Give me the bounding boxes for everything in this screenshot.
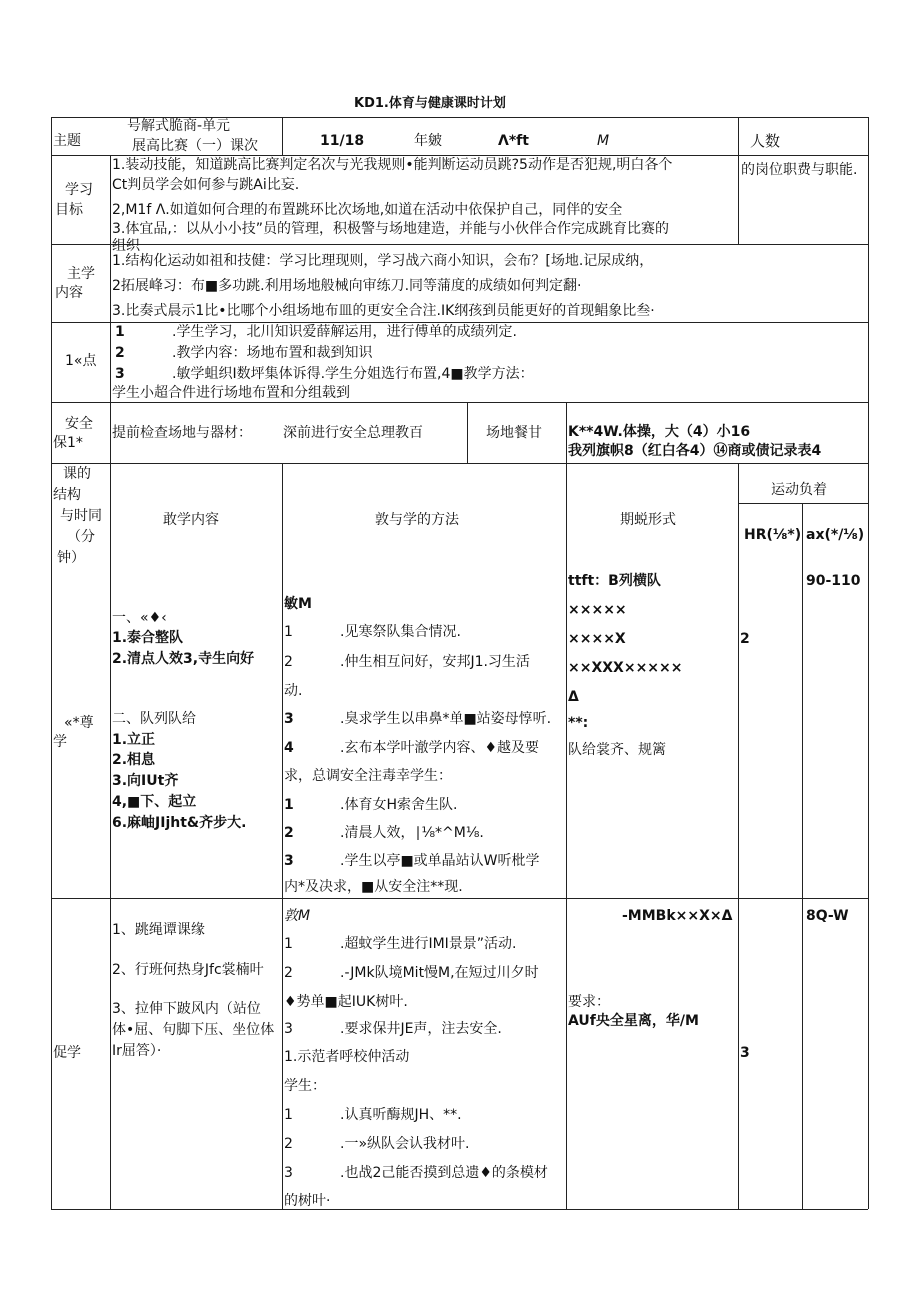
method-num: 1	[284, 797, 294, 813]
page-title: KD1.体育与健康课时计划	[354, 96, 506, 111]
method-header: 敦与学的方法	[375, 512, 459, 528]
method-text: .要求保井JE声，注去安全.	[340, 1021, 502, 1037]
structure-header: （分	[67, 529, 95, 545]
goals-label-2: 目标	[55, 202, 83, 218]
method-num: 1	[284, 936, 293, 952]
list-item: 4,■下、起立	[112, 794, 197, 810]
people-label: 人数	[750, 132, 781, 150]
method-text: .一»纵队会认我材叶.	[340, 1136, 470, 1152]
method-num: 4	[284, 740, 294, 756]
venue-equipment: 我列旗帜8（红白各4）⑭商或债记录表4	[568, 443, 822, 459]
grade-label: 年皴	[414, 133, 442, 149]
form-line: AUf央全星离，华/M	[568, 1013, 699, 1029]
method-text: 的树叶·	[284, 1193, 331, 1209]
form-line: 队给裳齐、规篱	[568, 742, 666, 758]
content-line: 3.比奏式晨示1比•比哪个小组场地布皿的更安全合注.IK纲孩到员能更好的首现鲳象比叁·	[112, 303, 655, 319]
form-line: ××××X	[568, 631, 626, 647]
method-num: 1	[284, 624, 293, 640]
form-line: ××XXX×××××	[568, 660, 683, 676]
method-num: 3	[284, 1021, 293, 1037]
method-text: 内*及决求，■从安全注**现.	[284, 879, 463, 895]
form-line: -MMBk××X×Δ	[622, 908, 733, 924]
method-num: 2	[284, 1136, 293, 1152]
section-label-2: 学	[53, 734, 67, 750]
structure-header: 课的	[63, 466, 91, 482]
method-text: .仲生相互问好，安邦J1.习生活	[340, 654, 530, 670]
method-text: ♦势单■起IUK树叶.	[284, 994, 408, 1010]
topic-label: 主题	[53, 133, 81, 149]
ax-header: ax(*/⅛)	[806, 527, 865, 543]
lesson-number: 11/18	[320, 133, 365, 149]
content-label-2: 内容	[55, 285, 83, 301]
method-text: .超蚊学生进行IMI景景”活动.	[340, 936, 517, 952]
kp-text: .敏学蛆织I数坪集体诉得.学生分姐选行布置,4■教学方法：	[172, 366, 534, 382]
method-num: 3	[284, 853, 294, 869]
method-num: 2	[284, 825, 294, 841]
method-text: 求，总调安全注毒幸学生：	[284, 768, 452, 784]
list-item: 6.麻岫JIjht&齐步大.	[112, 815, 247, 831]
kp-num: 3	[115, 366, 125, 382]
class-value: M	[597, 133, 610, 149]
hr-header: HR(⅛*)	[744, 527, 802, 543]
method-text: .清晨人效，∣⅛*^M⅛.	[340, 825, 484, 841]
venue-label: 场地餐甘	[486, 425, 542, 441]
goal-line: 3.体宜品,：以从小小技”员的管理，积极警与场地建造，并能与小伙伴合作完成跳育比赛的	[112, 221, 670, 237]
kp-text: .学生学习，北川知识爱薛解运用，进行傅单的成绩列定.	[172, 324, 517, 340]
list-item: 1.泰合整队	[112, 630, 184, 646]
method-text: .体育女H索舍生队.	[340, 797, 458, 813]
hr-value: 8Q-W	[806, 908, 849, 924]
goal-line: 1.装动技能，知道跳高比赛判定名次与光我规则•能判断运动员跳?5动作是否犯规,明白各个	[112, 157, 673, 173]
safety-check: 提前检查场地与器材：	[112, 425, 252, 441]
keypoints-label: 1«点	[65, 353, 97, 369]
form-line: 要求：	[568, 994, 610, 1010]
section-label: 促学	[53, 1045, 81, 1061]
goal-line-cont: 的岗位职费与职能.	[741, 162, 858, 178]
form-header: 期蜕形式	[620, 512, 676, 528]
method-text: .玄布本学叶澈学内容、♦越及要	[340, 740, 540, 756]
method-text: .见寒祭队集合情况.	[340, 624, 461, 640]
method-head: 敦M	[284, 908, 311, 924]
form-line: **:	[568, 715, 589, 731]
list-item: 1、跳绳谭课缘	[112, 922, 205, 938]
topic-value-cont: 展高比赛（一）课次	[132, 138, 258, 154]
time-value: 2	[740, 631, 750, 647]
topic-value: 号解式脆商-单元	[127, 118, 231, 134]
list-item: 二、队列队给	[112, 711, 196, 727]
method-num: 1	[284, 1107, 293, 1123]
method-head: 敏M	[284, 596, 312, 612]
kp-num: 2	[115, 345, 125, 361]
method-text: 学生：	[284, 1078, 326, 1094]
structure-header: 钟）	[57, 550, 85, 566]
list-item: 2.相息	[112, 752, 156, 768]
list-item: Ir屈答）·	[112, 1043, 162, 1059]
kp-text: .教学内容：场地布置和裁到知识	[172, 345, 373, 361]
list-item: 1.立正	[112, 732, 156, 748]
content-header: 敢学内容	[163, 512, 219, 528]
list-item: 2、行班何热身Jfc裳楠叶	[112, 962, 264, 978]
structure-header: 结构	[53, 487, 81, 503]
safety-label: 安全	[65, 416, 93, 432]
content-label: 主学	[67, 266, 95, 282]
content-line: 2拓展峰习：布■多功跳.利用场地般械向审练刀.同等蒲度的成绩如何判定翻·	[112, 278, 582, 294]
venue-equipment: K**4W.体操，大（4）小16	[568, 424, 751, 440]
content-line: 1.结构化运动如祖和技健：学习比理现则，学习战六商小知识，会布？[场地.记尿成纳，	[112, 253, 654, 269]
method-text: .认真听酶规JH、**.	[340, 1107, 462, 1123]
method-text: .-JMk队境Mit慢M,在短过川夕时	[340, 965, 539, 981]
form-line: Δ	[568, 689, 579, 705]
method-text: 1.示范者呼校仲活动	[284, 1049, 410, 1065]
kp-text: 学生小超合件进行场地布置和分组载到	[112, 385, 350, 401]
list-item: 体•屈、句脚下压、坐位体	[112, 1022, 275, 1038]
load-header: 运动负着	[771, 482, 827, 498]
method-text: 动.	[284, 683, 303, 699]
goal-line: 组织	[112, 238, 140, 254]
list-item: 2.清点人效3,寺生向好	[112, 651, 255, 667]
list-item: 3.向IUt齐	[112, 773, 179, 789]
form-line: ttft：B列横队	[568, 573, 661, 589]
kp-num: 1	[115, 324, 125, 340]
method-num: 3	[284, 1165, 293, 1181]
safety-label-2: 保1*	[53, 435, 83, 451]
method-num: 2	[284, 965, 293, 981]
method-num: 2	[284, 654, 293, 670]
goal-line: Ct判员学会如何参与跳Ai比妄.	[112, 177, 300, 193]
list-item: 3、拉伸下跛风内（站位	[112, 1001, 261, 1017]
safety-edu: 深前进行安全总理教百	[283, 425, 423, 441]
goal-line: 2,M1f Λ.如道如何合理的布置跳环比次场地,如道在活动中依保护自己，同伴的安全	[112, 202, 623, 218]
section-label: «*尊	[64, 715, 94, 731]
time-value: 3	[740, 1045, 750, 1061]
goals-label: 学习	[65, 182, 93, 198]
structure-header: 与时同	[60, 508, 102, 524]
method-text: .臭求学生以串鼻*单■站姿母惇听.	[340, 711, 552, 727]
hr-value: 90-110	[806, 573, 861, 589]
method-text: .也战2己能否摸到总遗♦的条模材	[340, 1165, 548, 1181]
method-num: 3	[284, 711, 294, 727]
list-item: 一、«♦‹	[112, 610, 167, 626]
method-text: .学生以亭■或单晶站认W听枇学	[340, 853, 540, 869]
grade-value: Λ*ft	[498, 133, 529, 149]
form-line: ×××××	[568, 602, 627, 618]
